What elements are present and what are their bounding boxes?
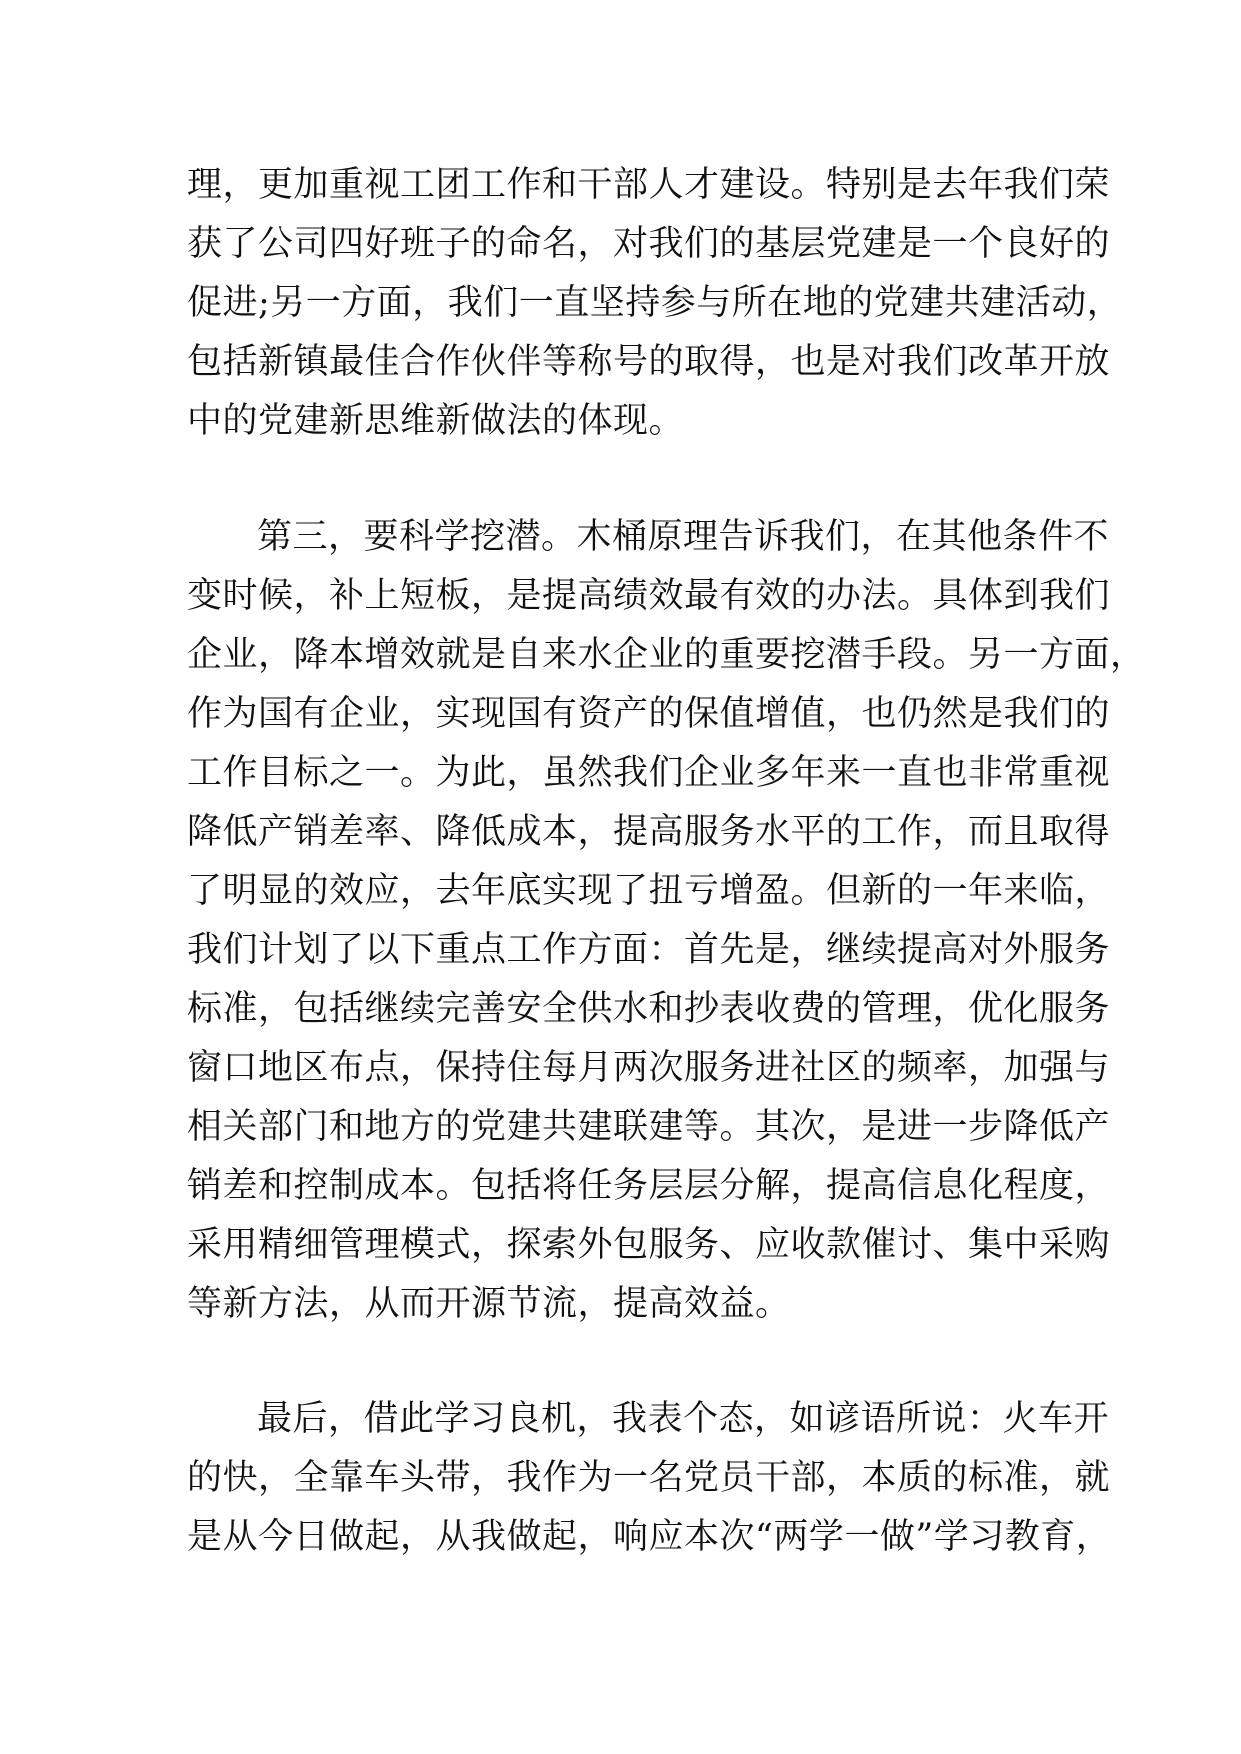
paragraph-2-line-7: 了明显的效应，去年底实现了扭亏增盈。但新的一年来临， <box>187 871 1111 911</box>
paragraph-2-line-14: 等新方法，从而开源节流，提高效益。 <box>187 1284 791 1324</box>
paragraph-3-line-1: 最后，借此学习良机，我表个态，如谚语所说：火车开 <box>257 1399 1110 1439</box>
paragraph-2-line-3: 企业，降本增效就是自来水企业的重要挖潜手段。另一方面， <box>187 635 1146 675</box>
paragraph-1-line-3: 促进;另一方面，我们一直坚持参与所在地的党建共建活动， <box>187 283 1123 323</box>
paragraph-3-line-3: 是从今日做起，从我做起，响应本次“两学一做”学习教育， <box>187 1517 1112 1557</box>
paragraph-2-line-4: 作为国有企业，实现国有资产的保值增值，也仍然是我们的 <box>187 694 1111 734</box>
paragraph-1-line-4: 包括新镇最佳合作伙伴等称号的取得，也是对我们改革开放 <box>187 342 1111 382</box>
paragraph-2-line-9: 标准，包括继续完善安全供水和抄表收费的管理，优化服务 <box>187 989 1111 1029</box>
paragraph-2-line-13: 采用精细管理模式，探索外包服务、应收款催讨、集中采购 <box>187 1225 1111 1265</box>
paragraph-2-line-11: 相关部门和地方的党建共建联建等。其次，是进一步降低产 <box>187 1107 1111 1147</box>
paragraph-2-line-6: 降低产销差率、降低成本，提高服务水平的工作，而且取得 <box>187 812 1111 852</box>
paragraph-3-line-2: 的快，全靠车头带，我作为一名党员干部，本质的标准，就 <box>187 1458 1111 1498</box>
paragraph-2-line-12: 销差和控制成本。包括将任务层层分解，提高信息化程度， <box>187 1166 1111 1206</box>
paragraph-1-line-2: 获了公司四好班子的命名，对我们的基层党建是一个良好的 <box>187 224 1111 264</box>
paragraph-2-line-1: 第三，要科学挖潜。木桶原理告诉我们，在其他条件不 <box>257 517 1110 557</box>
paragraph-2-line-5: 工作目标之一。为此，虽然我们企业多年来一直也非常重视 <box>187 753 1111 793</box>
paragraph-1-line-1: 理，更加重视工团工作和干部人才建设。特别是去年我们荣 <box>187 165 1111 205</box>
paragraph-2-line-10: 窗口地区布点，保持住每月两次服务进社区的频率，加强与 <box>187 1048 1111 1088</box>
paragraph-1-line-5: 中的党建新思维新做法的体现。 <box>187 401 685 441</box>
paragraph-2-line-2: 变时候，补上短板，是提高绩效最有效的办法。具体到我们 <box>187 576 1111 616</box>
paragraph-2-line-8: 我们计划了以下重点工作方面：首先是，继续提高对外服务 <box>187 930 1111 970</box>
